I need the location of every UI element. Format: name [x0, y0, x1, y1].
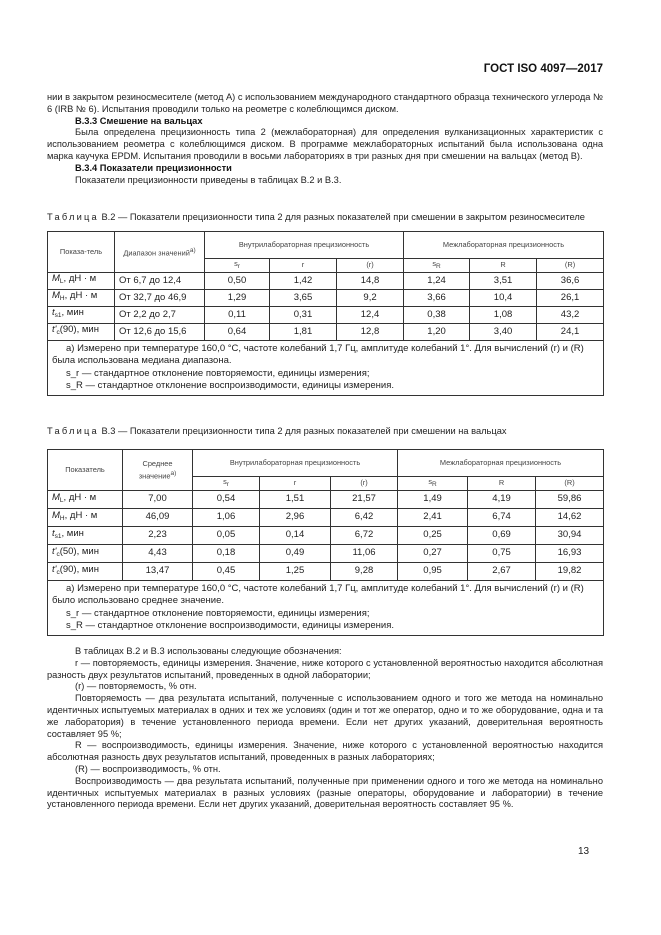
table-b2-block: [47, 212, 603, 396]
table-notes: [48, 580, 604, 635]
symbol: s: [432, 258, 437, 268]
value-cell: 12,4: [337, 306, 404, 323]
value-cell: 0,27: [398, 544, 468, 562]
column-header-indicator: Показа-тель: [48, 231, 115, 272]
value-cell: 1,25: [260, 562, 331, 580]
value-cell: 16,93: [536, 544, 604, 562]
footnote-marker: а): [170, 469, 177, 477]
symbol: r: [293, 478, 297, 488]
table-row: [48, 508, 604, 526]
symbol: (R): [564, 260, 576, 270]
indicator-symbol: M: [52, 491, 60, 503]
section-heading: В.3.3 Смешение на вальцах: [75, 115, 203, 126]
subscript: r: [237, 262, 240, 270]
value-cell: От 12,6 до 15,6: [115, 323, 205, 340]
indicator-symbol: M: [52, 509, 60, 521]
indicator-symbol: M: [52, 290, 60, 302]
value-cell: 1,29: [205, 289, 270, 306]
value-cell: 9,2: [337, 289, 404, 306]
subheader-cell: [404, 258, 470, 272]
value-cell: 0,38: [404, 306, 470, 323]
definition-paragraph: Воспроизводимость — два результата испытаний, полученные при применении одного и того же метода на номинально идентичных испытуемых материалах в разных условиях (разные операторы, оборудование и лаборатории) в течение установленного периода времени. Если нет других указаний, доверительная вероятность составляет 95 %.: [47, 775, 603, 810]
indicator-unit: (90), мин: [59, 563, 99, 575]
value-cell: 14,62: [536, 508, 604, 526]
value-cell: 4,19: [468, 490, 536, 508]
value-cell: От 32,7 до 46,9: [115, 289, 205, 306]
column-header-value: [115, 231, 205, 272]
footnote-marker: а): [189, 246, 196, 254]
table-word: Таблица: [47, 426, 99, 436]
group-header-between-lab: Межлабораторная прецизионность: [398, 449, 604, 476]
value-cell: 11,06: [331, 544, 398, 562]
table-row: [48, 562, 604, 580]
symbol: r: [301, 260, 305, 270]
indicator-unit: , дН · м: [64, 509, 98, 521]
value-cell: 3,51: [470, 272, 537, 289]
subheader-cell: [331, 476, 398, 490]
indicator-symbol: t': [52, 324, 57, 336]
table-notes: [48, 340, 604, 395]
definition-paragraph: R — воспроизводимость, единицы измерения. Значение, ниже которого с установленной вероятностью находится абсолютная разность двух результатов испытаний, проведенных в разных лабораториях;: [47, 740, 603, 763]
subheader-cell: [193, 476, 260, 490]
table-note: а) Измерено при температуре 160,0 °С, частоте колебаний 1,7 Гц, амплитуде колебаний 1°. Для вычислений (r) и (R) была использована медиана диапазона.: [52, 342, 584, 367]
symbol: R: [500, 260, 506, 270]
definition-paragraph: Повторяемость — два результата испытаний, полученные с использованием одного и того же метода на номинально идентичных испытуемых материалах в одних и тех же условиях (один и тот же оператор, одно и то же оборудование, одна и та же лаборатория) в течение установленного периода времени. Если нет других указаний, доверительная вероятность составляет 95 %;: [47, 693, 603, 739]
symbol: s: [234, 258, 238, 268]
table-row: [48, 306, 604, 323]
group-header-within-lab: Внутрилабораторная прецизионность: [193, 449, 398, 476]
value-cell: От 6,7 до 12,4: [115, 272, 205, 289]
indicator-cell: [48, 508, 123, 526]
subscript: R: [432, 480, 437, 488]
value-cell: 0,50: [205, 272, 270, 289]
indicator-cell: [48, 526, 123, 544]
standard-header: ГОСТ ISO 4097—2017: [483, 63, 603, 75]
symbol: R: [498, 478, 505, 488]
indicator-cell: [48, 306, 115, 323]
precision-table-b3: [47, 449, 604, 636]
definition-paragraph: В таблицах В.2 и В.3 использованы следующие обозначения:: [75, 646, 342, 656]
indicator-symbol: t': [52, 563, 57, 575]
symbol: s: [223, 476, 227, 486]
value-cell: 9,28: [331, 562, 398, 580]
indicator-subscript: c: [56, 550, 60, 558]
value-cell: 1,06: [193, 508, 260, 526]
value-cell: 14,8: [337, 272, 404, 289]
value-cell: 0,49: [260, 544, 331, 562]
symbol: s: [428, 476, 433, 486]
value-cell: 0,18: [193, 544, 260, 562]
value-cell: От 2,2 до 2,7: [115, 306, 205, 323]
subheader-cell: [260, 476, 331, 490]
value-cell: 0,14: [260, 526, 331, 544]
value-cell: 26,1: [537, 289, 604, 306]
table-caption-text: В.3 — Показатели прецизионности типа 2 для разных показателей при смешении на вальцах: [101, 426, 507, 436]
group-header-between-lab: Межлабораторная прецизионность: [404, 231, 604, 258]
indicator-unit: (50), мин: [59, 545, 99, 557]
indicator-unit: , мин: [61, 527, 84, 539]
symbol: (R): [564, 478, 575, 488]
notes-row: [48, 340, 604, 395]
indicator-unit: , дН · м: [64, 290, 98, 302]
symbol: (r): [360, 478, 368, 488]
table-row: [48, 323, 604, 340]
value-cell: 30,94: [536, 526, 604, 544]
value-cell: 21,57: [331, 490, 398, 508]
value-cell: 46,09: [123, 508, 193, 526]
indicator-unit: , дН · м: [63, 491, 97, 503]
indicator-subscript: s1: [54, 532, 62, 540]
value-cell: 2,96: [260, 508, 331, 526]
subheader-cell: [536, 476, 604, 490]
precision-table-b2: [47, 231, 604, 396]
table-row: [48, 289, 604, 306]
table-note: а) Измерено при температуре 160,0 °С, частоте колебаний 1,7 Гц, амплитуде колебаний 1°. Для вычислений (r) и (R) было использовано среднее значение.: [52, 582, 584, 607]
indicator-cell: [48, 490, 123, 508]
subheader-cell: [205, 258, 270, 272]
value-cell: 7,00: [123, 490, 193, 508]
table-caption-text: В.2 — Показатели прецизионности типа 2 для разных показателей при смешении в закрытом резиносмесителе: [101, 212, 585, 222]
indicator-subscript: c: [56, 329, 60, 337]
indicator-subscript: L: [59, 496, 64, 504]
header-row: [48, 449, 604, 476]
subheader-cell: [468, 476, 536, 490]
value-cell: 2,23: [123, 526, 193, 544]
indicator-subscript: s1: [54, 312, 62, 320]
header-text: Диапазон значений: [123, 248, 190, 258]
subheader-cell: [398, 476, 468, 490]
value-cell: 0,75: [468, 544, 536, 562]
paragraph: нии в закрытом резиносмесителе (метод А) с использованием международного стандартного образца технического углерода № 6 (IRB № 6). Испытания проводили только на реометре с колеблющимся диском.: [47, 92, 603, 114]
paragraph: Показатели прецизионности приведены в таблицах В.2 и В.3.: [75, 174, 342, 185]
value-cell: 0,31: [270, 306, 337, 323]
definition-paragraph: (r) — повторяемость, % отн.: [75, 681, 197, 692]
value-cell: 1,51: [260, 490, 331, 508]
subheader-cell: [537, 258, 604, 272]
indicator-subscript: H: [59, 514, 65, 522]
definition-paragraph: r — повторяемость, единицы измерения. Значение, ниже которого с установленной вероятностью находится абсолютная разность двух результатов испытаний, проведенных в одной лаборатории;: [47, 657, 603, 680]
value-cell: 1,08: [470, 306, 537, 323]
indicator-symbol: t: [52, 307, 55, 319]
value-cell: 2,67: [468, 562, 536, 580]
indicator-unit: (90), мин: [59, 324, 99, 336]
table-row: [48, 526, 604, 544]
value-cell: 1,24: [404, 272, 470, 289]
value-cell: 10,4: [470, 289, 537, 306]
value-cell: 36,6: [537, 272, 604, 289]
value-cell: 1,42: [270, 272, 337, 289]
value-cell: 12,8: [337, 323, 404, 340]
column-header-value: [123, 449, 193, 490]
table-row: [48, 272, 604, 289]
value-cell: 0,54: [193, 490, 260, 508]
value-cell: 4,43: [123, 544, 193, 562]
page-number: 13: [578, 846, 590, 857]
table-note: s_r — стандартное отклонение повторяемости, единицы измерения;: [66, 607, 370, 619]
value-cell: 0,95: [398, 562, 468, 580]
notes-row: [48, 580, 604, 635]
value-cell: 0,69: [468, 526, 536, 544]
indicator-cell: [48, 562, 123, 580]
value-cell: 2,41: [398, 508, 468, 526]
table-note: s_R — стандартное отклонение воспроизводимости, единицы измерения.: [66, 380, 395, 392]
value-cell: 1,49: [398, 490, 468, 508]
indicator-unit: , дН · м: [63, 273, 97, 285]
subscript: r: [226, 480, 229, 488]
value-cell: 0,25: [398, 526, 468, 544]
value-cell: 1,81: [270, 323, 337, 340]
subheader-cell: [270, 258, 337, 272]
value-cell: 24,1: [537, 323, 604, 340]
table-note: s_r — стандартное отклонение повторяемости, единицы измерения;: [66, 367, 370, 379]
table-note: s_R — стандартное отклонение воспроизводимости, единицы измерения.: [66, 620, 395, 632]
value-cell: 0,45: [193, 562, 260, 580]
value-cell: 6,74: [468, 508, 536, 526]
table-word: Таблица: [47, 212, 99, 222]
table-row: [48, 544, 604, 562]
value-cell: 43,2: [537, 306, 604, 323]
definition-paragraph: (R) — воспроизводимость, % отн.: [75, 763, 221, 774]
value-cell: 6,72: [331, 526, 398, 544]
intro-section: [47, 92, 603, 186]
value-cell: 6,42: [331, 508, 398, 526]
indicator-subscript: H: [59, 295, 65, 303]
indicator-unit: , мин: [61, 307, 84, 319]
definitions-section: [47, 646, 603, 811]
indicator-symbol: M: [52, 273, 60, 285]
value-cell: 3,65: [270, 289, 337, 306]
table-row: [48, 490, 604, 508]
indicator-symbol: t': [52, 545, 57, 557]
indicator-subscript: c: [56, 568, 60, 576]
value-cell: 0,11: [205, 306, 270, 323]
table-b3-block: [47, 426, 603, 636]
header-text: Среднее значение: [138, 458, 173, 481]
symbol: (r): [366, 260, 374, 270]
table-caption: [47, 426, 603, 438]
table-caption: [47, 212, 603, 224]
indicator-cell: [48, 272, 115, 289]
header-row: [48, 231, 604, 258]
group-header-within-lab: Внутрилабораторная прецизионность: [205, 231, 404, 258]
subscript: R: [436, 262, 441, 270]
paragraph: Была определена прецизионность типа 2 (межлабораторная) для определения вулканизационных характеристик с использованием реометра с колеблющимся диском. В программе межлабораторных испытаний была использована одна марка каучука EPDM. Испытания проводили в восьми лабораториях в три разных дня при смешении на вальцах (метод В).: [47, 127, 603, 161]
column-header-indicator: Показатель: [48, 449, 123, 490]
value-cell: 0,64: [205, 323, 270, 340]
value-cell: 3,66: [404, 289, 470, 306]
indicator-subscript: L: [59, 278, 64, 286]
indicator-cell: [48, 544, 123, 562]
value-cell: 0,05: [193, 526, 260, 544]
section-heading: В.3.4 Показатели прецизионности: [75, 162, 232, 173]
indicator-cell: [48, 323, 115, 340]
value-cell: 59,86: [536, 490, 604, 508]
subheader-cell: [470, 258, 537, 272]
value-cell: 19,82: [536, 562, 604, 580]
indicator-cell: [48, 289, 115, 306]
value-cell: 3,40: [470, 323, 537, 340]
value-cell: 13,47: [123, 562, 193, 580]
value-cell: 1,20: [404, 323, 470, 340]
indicator-symbol: t: [52, 527, 55, 539]
subheader-cell: [337, 258, 404, 272]
